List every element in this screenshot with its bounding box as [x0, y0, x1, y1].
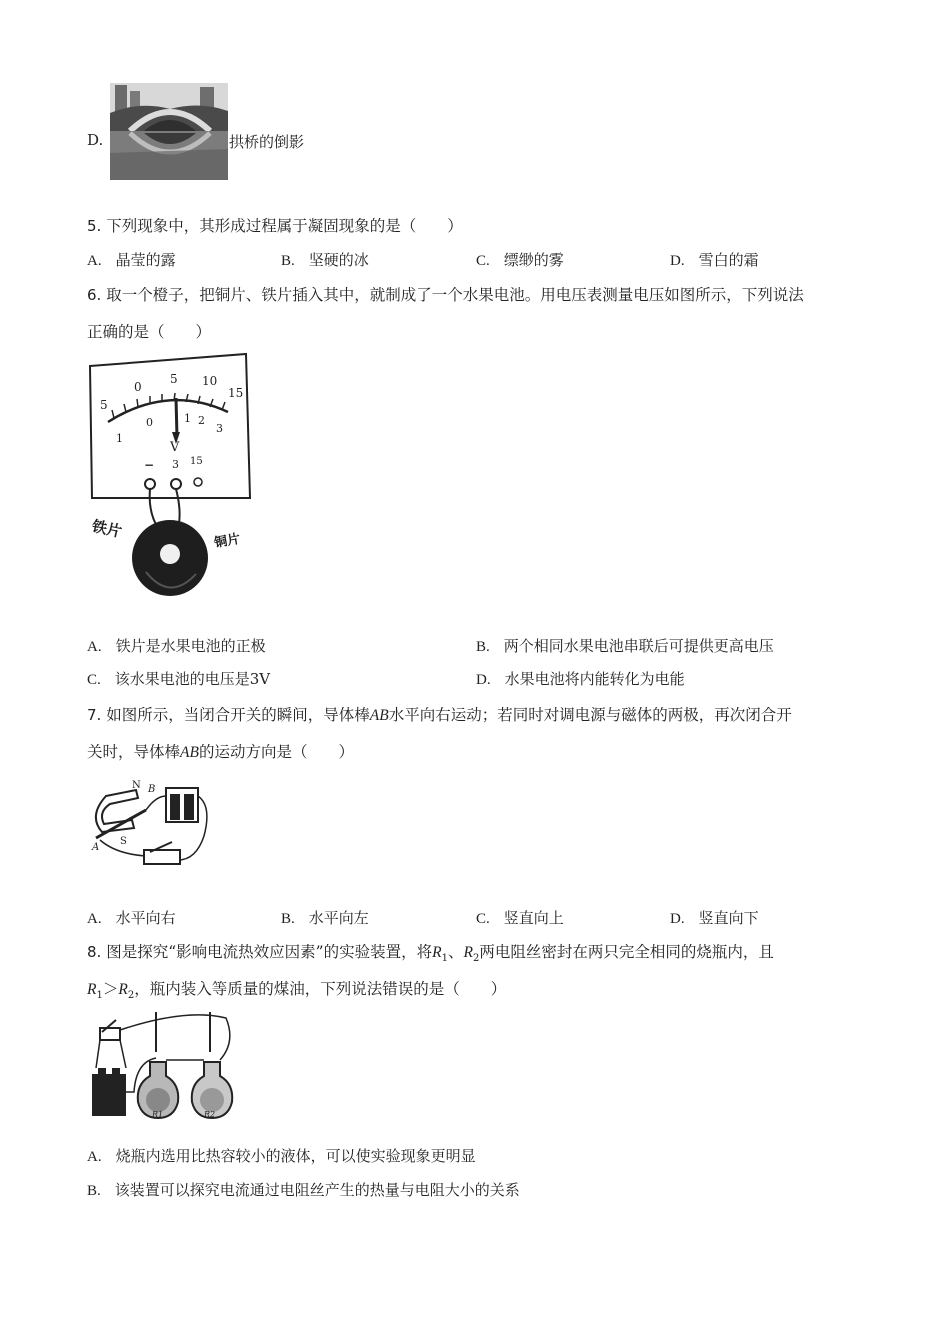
meter-top-label-4: 15	[228, 386, 244, 400]
arch-bridge-photo	[110, 83, 228, 180]
q5-stem-text: 下列现象中，其形成过程属于凝固现象的是（ ）	[106, 217, 463, 235]
q8-stem-line2: $R_1>R_2$，瓶内装入等质量的煤油，下列说法错误的是（ ）	[87, 980, 507, 1002]
meter-top-label-0: 5	[100, 398, 108, 412]
q6-option-c: C. 该水果电池的电压是3V	[87, 670, 271, 688]
q7-number: 7.	[87, 706, 102, 724]
meter-bottom-label-2: 1	[184, 412, 191, 425]
q6-stem-line2: 正确的是（ ）	[87, 323, 212, 341]
q5-option-d: D. 雪白的霜	[670, 251, 759, 269]
q8-stem-line1: 8. 图是探究“影响电流热效应因素”的实验装置，将$R_1$、$R_2$两电阻丝密封在两只完全相同的烧瓶内，且	[87, 943, 774, 965]
q6-option-a: A. 铁片是水果电池的正极	[87, 637, 266, 655]
rod-a-label: A	[92, 842, 100, 853]
q6-number: 6.	[87, 286, 102, 304]
q6-option-b: B. 两个相同水果电池串联后可提供更高电压	[476, 637, 774, 655]
meter-bottom-label-0: 1	[116, 432, 123, 445]
q4-option-d	[87, 131, 103, 149]
q6-option-d: D. 水果电池将内能转化为电能	[476, 670, 685, 688]
terminal-label-minus: −	[144, 458, 155, 472]
q7-option-c: C. 竖直向上	[476, 909, 564, 927]
q4-option-d-text: 拱桥的倒影	[229, 133, 305, 151]
iron-plate-label: 铁片	[90, 517, 124, 541]
q5-option-a: A. 晶莹的露	[87, 251, 176, 269]
r2-label: R2	[204, 1110, 216, 1119]
terminal-label-15: 15	[190, 456, 203, 467]
q8-option-a: A. 烧瓶内选用比热容较小的液体，可以使实验现象更明显	[87, 1147, 476, 1165]
q6-stem-line1: 6. 取一个橙子，把铜片、铁片插入其中，就制成了一个水果电池。用电压表测量电压如图所示，下列说法	[87, 286, 804, 304]
q8-number: 8.	[87, 943, 102, 961]
r1-label: R1	[152, 1110, 164, 1119]
q7-stem-line2: 关时，导体棒AB的运动方向是（ ）	[87, 743, 354, 761]
q7-stem-line1: 7. 如图所示，当闭合开关的瞬间，导体棒AB水平向右运动；若同时对调电源与磁体的两极，再次闭合开	[87, 706, 792, 724]
rod-b-label: B	[148, 784, 156, 795]
q5-option-c: C. 缥缈的雾	[476, 251, 564, 269]
meter-top-label-1: 0	[134, 380, 142, 394]
q5-option-b: B. 坚硬的冰	[281, 251, 369, 269]
meter-bottom-label-3: 2	[198, 414, 205, 427]
meter-bottom-label-4: 3	[216, 422, 223, 435]
copper-plate-label: 铜片	[213, 531, 242, 552]
magnet-n-label: N	[132, 780, 141, 791]
magnet-rod-circuit-figure	[86, 776, 212, 874]
heating-effect-apparatus-figure	[86, 1012, 236, 1124]
q5-stem	[87, 214, 463, 236]
voltmeter-fruit-battery-figure	[86, 352, 254, 604]
q8-option-b: B. 该装置可以探究电流通过电阻丝产生的热量与电阻大小的关系	[87, 1181, 520, 1199]
magnet-s-label: S	[120, 836, 127, 847]
q5-number: 5.	[87, 217, 102, 235]
meter-bottom-label-1: 0	[146, 416, 153, 429]
q7-option-b: B. 水平向左	[281, 909, 369, 927]
q7-option-d: D. 竖直向下	[670, 909, 759, 927]
meter-top-label-2: 5	[170, 372, 178, 386]
q7-option-a: A. 水平向右	[87, 909, 176, 927]
meter-unit-label: V	[170, 440, 180, 455]
q4-option-d-label: D.	[87, 131, 104, 149]
meter-top-label-3: 10	[202, 374, 218, 388]
terminal-label-3: 3	[172, 458, 179, 471]
